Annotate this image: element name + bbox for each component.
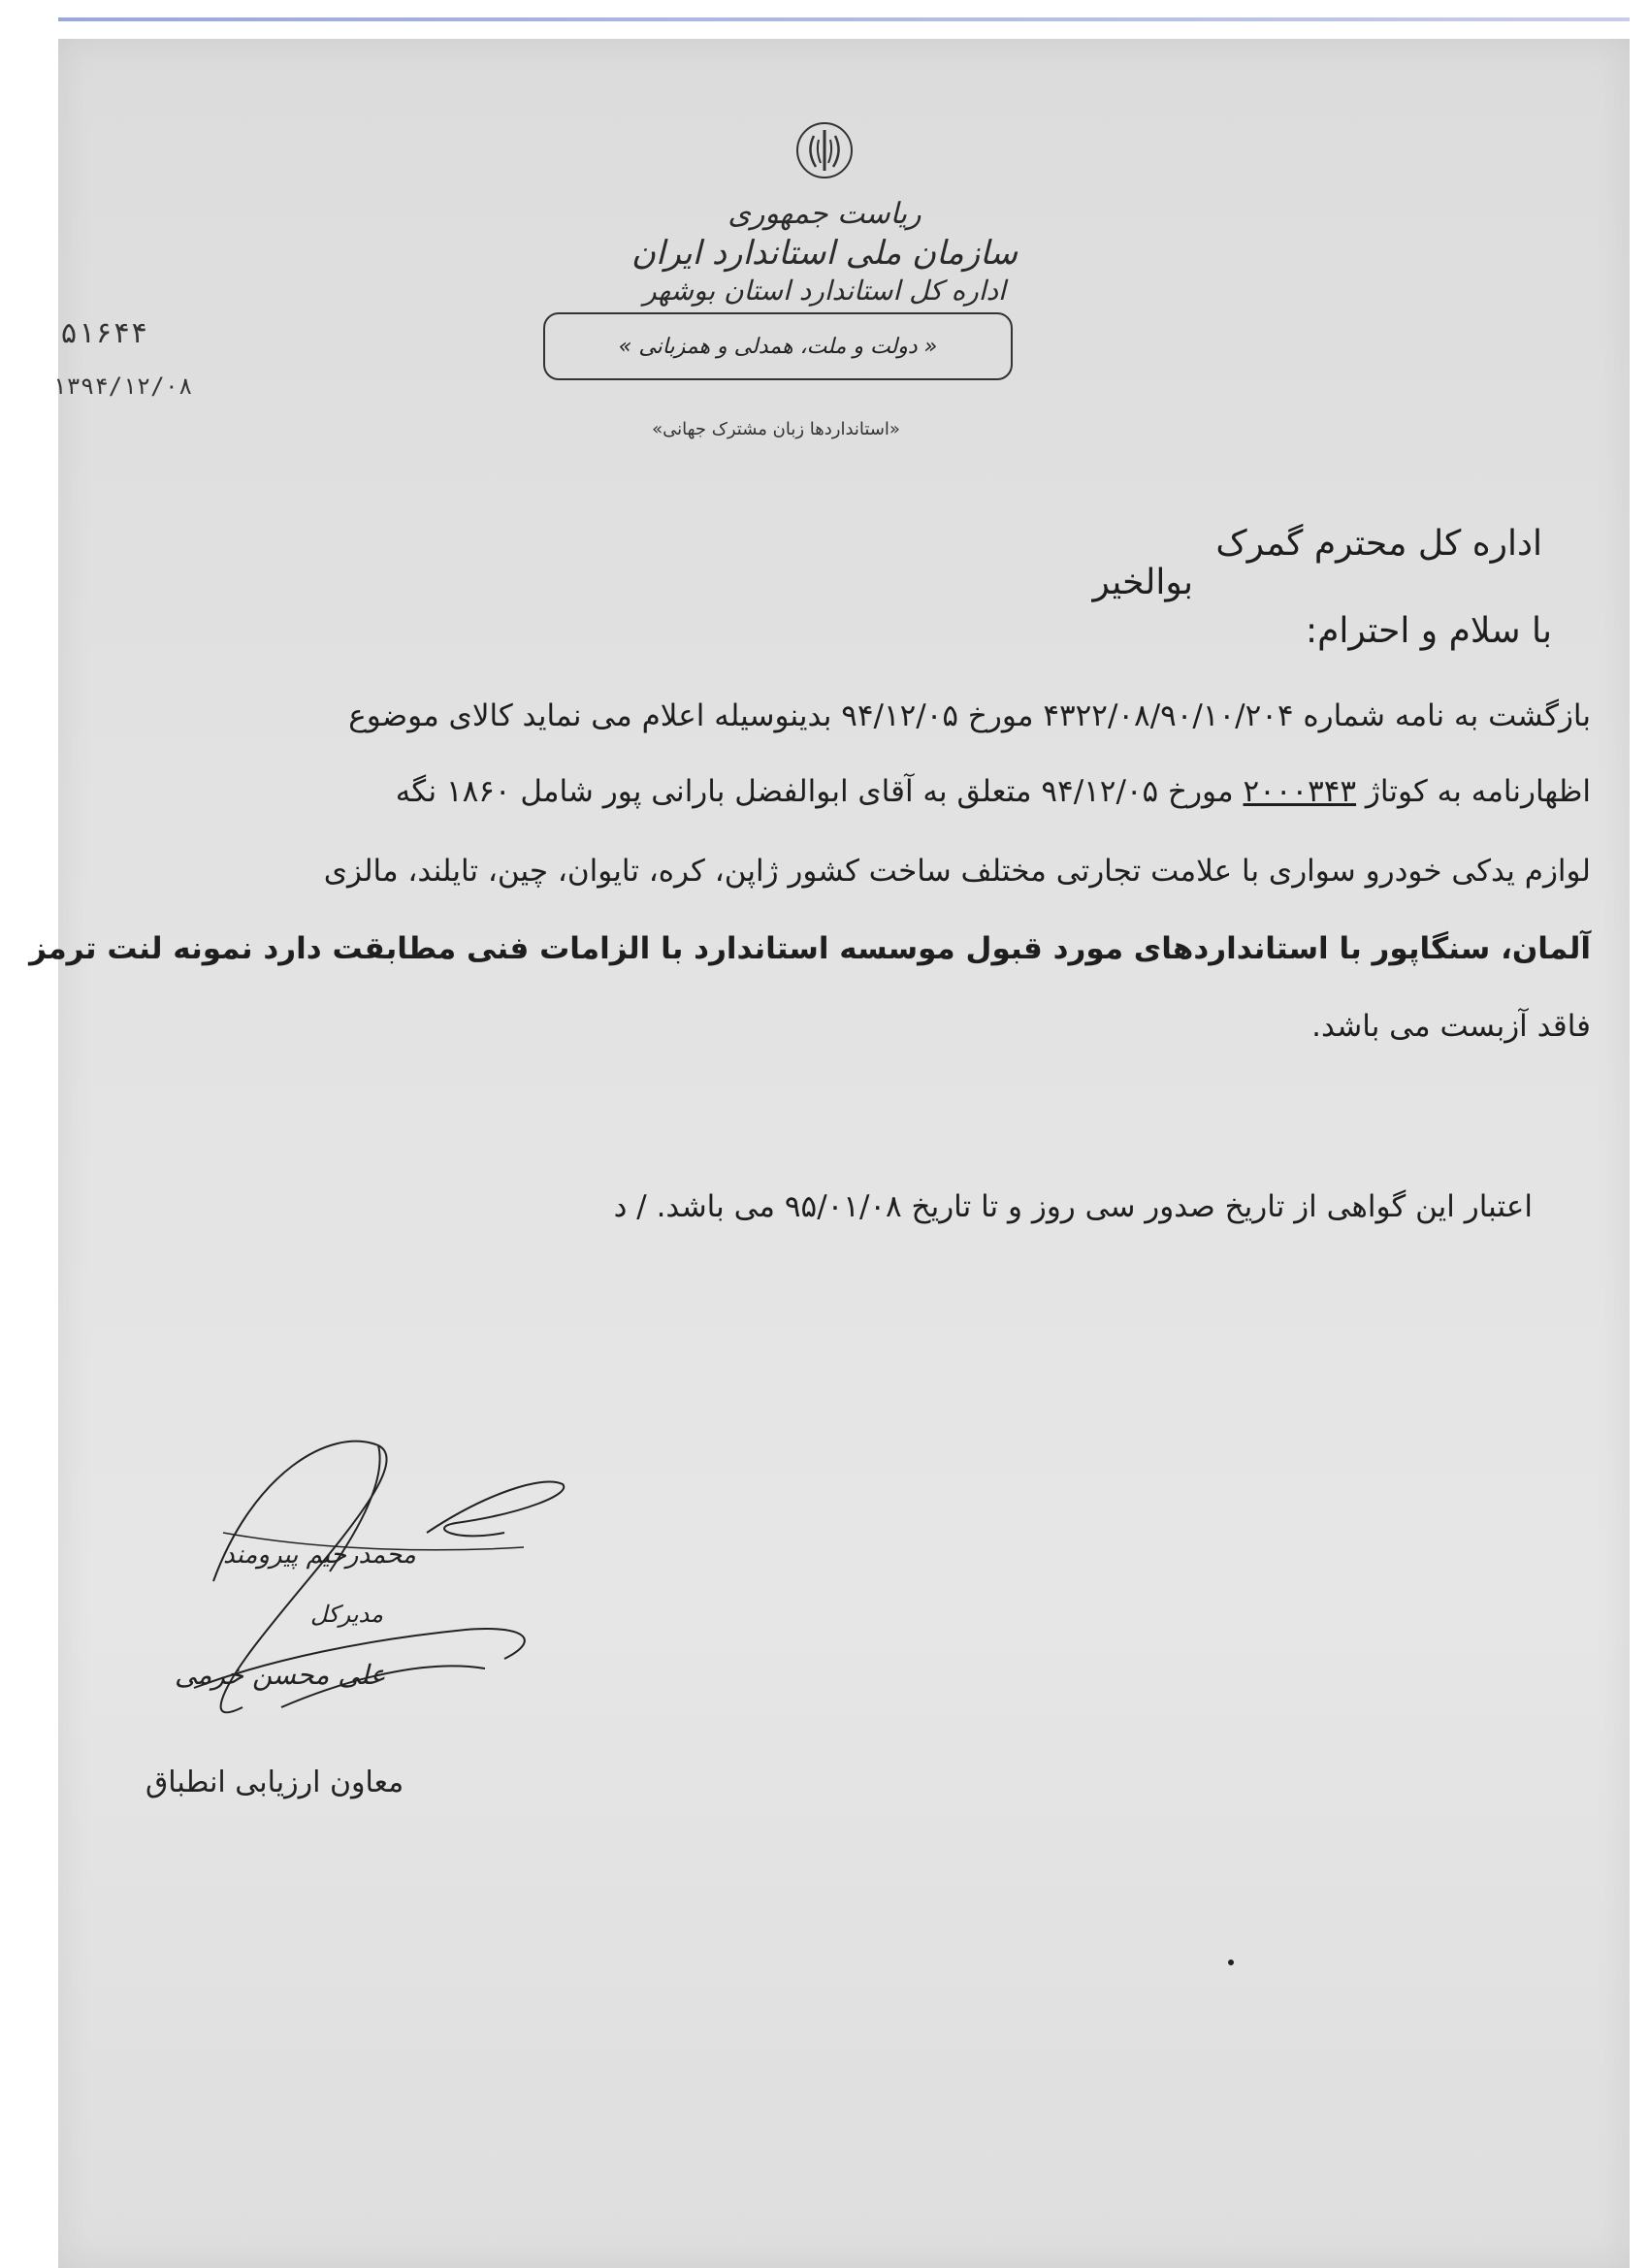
body-line-2 <box>233 774 1591 809</box>
body-line-2-start: اظهارنامه به کوتاژ <box>1356 774 1591 809</box>
signatory-title: مدیرکل <box>310 1601 383 1628</box>
addressee-line-2: بوالخیر <box>1092 563 1193 602</box>
validity-statement: اعتبار این گواهی از تاریخ صدور سی روز و تا تاریخ ۹۵/۰۱/۰۸ می باشد. / د <box>613 1189 1533 1224</box>
slogan-box: « دولت و ملت، همدلی و همزبانی » <box>543 312 1013 380</box>
addressee-line-1: اداره کل محترم گمرک <box>1215 524 1542 564</box>
iran-emblem-icon <box>791 116 858 184</box>
scan-edge-line <box>58 17 1630 21</box>
letterhead-department: اداره کل استاندارد استان بوشهر <box>643 275 1006 307</box>
greeting: با سلام و احترام: <box>1305 611 1552 651</box>
letterhead <box>601 116 1048 308</box>
handwritten-signature-icon <box>136 1416 679 1746</box>
deputy-signer-name: علی محسن خرمی <box>175 1659 386 1691</box>
signatory-name: محمدرحیم پیرومند <box>223 1540 416 1570</box>
declaration-code: ۲۰۰۰۳۴۳ <box>1243 774 1357 809</box>
letterhead-organization: سازمان ملی استاندارد ایران <box>631 233 1018 273</box>
reference-number: ۵۱۶۴۴ <box>60 316 148 350</box>
body-line-3: لوازم یدکی خودرو سواری با علامت تجارتی مختلف ساخت کشور ژاپن، کره، تایوان، چین، تایلند، مالزی <box>323 854 1591 889</box>
standards-motto: «استانداردها زبان مشترک جهانی» <box>652 419 900 439</box>
scan-speck <box>1228 1960 1234 1965</box>
body-line-4: آلمان، سنگاپور با استانداردهای مورد قبول موسسه استاندارد با الزامات فنی مطابقت دارد نمونه لنت ترمز <box>29 931 1591 966</box>
letterhead-presidency: ریاست جمهوری <box>728 197 922 231</box>
body-line-2-end: مورخ ۹۴/۱۲/۰۵ متعلق به آقای ابوالفضل بارانی پور شامل ۱۸۶۰ نگه <box>395 774 1244 809</box>
body-line-1: بازگشت به نامه شماره ۴۳۲۲/۰۸/۹۰/۱۰/۲۰۴ مورخ ۹۴/۱۲/۰۵ بدینوسیله اعلام می نماید کالای موضوع <box>348 698 1591 733</box>
deputy-position: معاون ارزیابی انطباق <box>146 1766 404 1799</box>
body-line-5: فاقد آزبست می باشد. <box>1311 1009 1591 1044</box>
reference-date: ۱۳۹۴/۱۲/۰۸ <box>52 373 193 400</box>
